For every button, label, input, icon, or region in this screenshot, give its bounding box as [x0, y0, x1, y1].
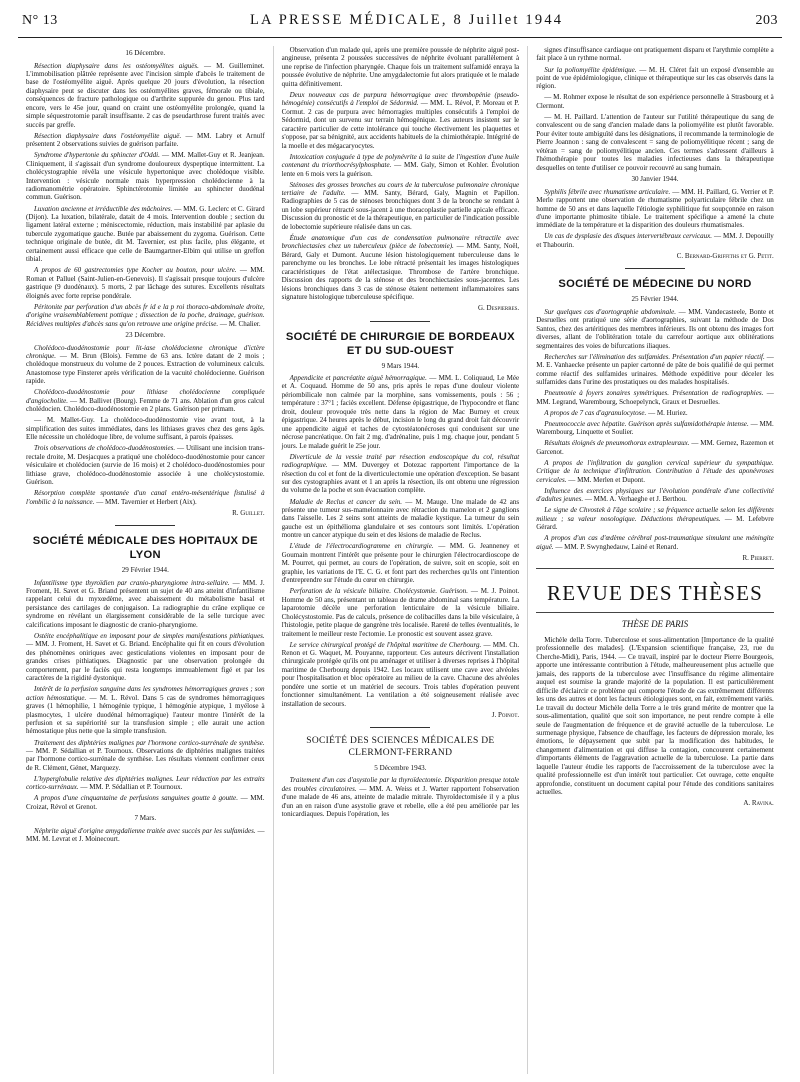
- reporter-signature: R. Guillet.: [232, 508, 265, 517]
- communication-body: — MM. Tavernier et Herbert (Aix).: [94, 497, 197, 506]
- communication-entry: [536, 232, 774, 249]
- communication-title: A propos de 7 cas d'agranulocytose.: [544, 408, 647, 417]
- communication-title: A propos de 60 gastrectomies type Kocher au bouton, pour ulcère.: [34, 266, 237, 275]
- communication-title: Recherches sur l'élimination des sulfamides. Présentation d'un papier réactif.: [544, 352, 765, 361]
- communication-body: — MM. L. Révol, P. Moreau et P. Cormut. 2 cas de purpura avec hémorragies multiples consécutifs à l'emploi de Sédormid, dont un survenu sur terrain hémogénique. Les auteurs insistent sur le caractère particulier de cette intolérance qui touche électivement les plaquettes et s'oppose, par sa bénignité, aux accidents habituels de la chimiothérapie. Intégrité de la moelle et des mégacaryocytes.: [281, 99, 520, 150]
- communication-title: Le service chirurgical protégé de l'hôpital maritime de Cherbourg.: [289, 640, 482, 649]
- communication-title: Un cas de dysplasie des disques intervertébraux cervicaux.: [544, 232, 713, 241]
- reviewer-signature: A. Ravina.: [743, 799, 774, 808]
- communications-list: [282, 374, 520, 708]
- session-date: 25 Février 1944.: [631, 295, 679, 304]
- communication-body: — MM. P. Sédallian et P. Tournoux.: [78, 783, 183, 792]
- communication-title: Syphilis fébrile avec rhumatisme articulaire.: [544, 187, 671, 196]
- communication-entry: [536, 420, 774, 437]
- communication-entry: [536, 459, 774, 484]
- communication-title: Le signe de Chvostek à l'âge scolaire ; sa fréquence actuelle selon les différents milieux ; sa valeur nosologique. Déductions thérapeutiques.: [536, 506, 774, 523]
- communication-body: — M. Brun (Blois). Femme de 63 ans. Ictère datant de 2 mois ; cholédoque monstrueux du volume de 2 pouces. Extraction de volumineux calculs. Anastomose type Finsterer après vérification de la vacuité cholédocienne. Guérison rapide.: [26, 352, 265, 386]
- communication-title: Pneumococcie avec hépatite. Guérison après sulfamidothérapie intense.: [544, 419, 749, 428]
- communication-body: — M. E. Vanhaecke présente un papier cartonné de pâte de bois qualifié de qui permet comme réactif des sulfamides urinaires. Méthode expéditive pour déceler les sulfamides dans l'urine des prostatiques ou des malades hospitalisés.: [536, 352, 774, 387]
- communication-body: — MM. Santy, Noël, Bérard, Galy et Dumont. Aucune lésion histologiquement tuberculeuse dans le parenchyme ou les bronches. Le lobe rétracté présentait les images histologiques caractéristiques de l'état atélectasique. Thrombose de l'artère bronchique. Discussion des rapports de la sténose et des bronchiectasies sous-jacentes. Les lésions bronchiques dans 3 cas de sténose étaient nettement inflammatoires sans signature histologique tuberculeuse spécifique.: [281, 242, 520, 302]
- communication-entry: [282, 776, 520, 818]
- communication-body: — MM. J. Froment, H. Savet et G. Briand. Encéphalite qui fit en cours d'évolution des phénomènes oniriques avec gesticulations violentes en imposant pour de grandes crises pithiatiques. Diagnostic par une observation prolongée du comportement, par le faciès qui resta longtemps immuablement figé et par les caractères de la rigidité dystonique.: [26, 640, 265, 683]
- communication-body: — MM. G. Jeanneney et Goumain montrent l'intérêt que présente pour le chirurgien l'électrocardioscope de M. Pourret, qui permet, au cours de l'opération, de suivre, soit en scopie, soit en graphie, les variations de l'E. C. G. et font part des recherches qu'ils ont l'intention d'entreprendre sur l'étude du cœur en chirurgie.: [281, 542, 520, 585]
- communication-entry: [26, 151, 265, 202]
- communication-title: Résultats éloignés de pneumothorax extrapleuraux.: [544, 439, 690, 448]
- issue-number: N° 13: [22, 13, 58, 28]
- section-divider: [370, 321, 430, 322]
- communication-entry: [536, 46, 774, 63]
- communication-title: Sur quelques cas d'aortographie abdominale.: [544, 307, 677, 316]
- communication-entry: [536, 409, 774, 417]
- communication-title: Résorption complète spontanée d'un canal entéro-mésentérique fistulisé à l'ombilic à la naissance.: [26, 489, 265, 506]
- communication-entry: [536, 308, 774, 350]
- communication-title: Cholédoco-duodénostomie pour lit-iase cholédocienne chronique d'ictère chronique.: [26, 343, 265, 361]
- communication-entry: [282, 91, 520, 150]
- section-divider: [370, 727, 430, 728]
- communication-body: — MM. Mallet-Guy et R. Jeanjean. Cliniquement, il s'agissait d'un syndrome douloureux dyspeptique intermittent. La cholécystographie révèla une vésicule hypertonique avec cholédoque visible. Intervention : vésicule normale mais hyperpression cholédocienne à la radiomanométrie opératoire. Sphinctérotomie limitée au sphincter duodénal commun. Guérison.: [26, 151, 265, 202]
- communication-body: — M. Rohmer expose le résultat de son expérience personnelle à Strasbourg et à Clermont.: [536, 93, 774, 110]
- communication-title: L'étude de l'électrocardiogramme en chirurgie.: [289, 542, 434, 551]
- communication-title: Deux nouveaux cas de purpura hémorragique avec thrombopénie (pseudo-hémogénie) consécutifs à l'emploi de Sédormid.: [281, 90, 520, 108]
- communication-body: — MM. Merlen et Dupont.: [566, 475, 646, 484]
- communication-entry: [26, 827, 265, 844]
- communication-body: — M. Mallet-Guy. La cholédoco-duodénostomie vise avant tout, à la simplification des suites immédiates, dans les lithiases graves chez des gens âgés. Elle nécessite un cholédoque libre, de volume suffisant, à parois épaisses.: [26, 416, 265, 442]
- communication-entry: [536, 113, 774, 172]
- session-date: 30 Janvier 1944.: [631, 175, 679, 184]
- communication-title: Péritonite par perforation d'un abcès fr id e la p roi thoraco-abdominale droite, d'origine vraisemblablement pottique ; dissection de la poche, drainage, guérison. Récidives multiples d'abcès sans qu'on retrouve une origine précise.: [26, 302, 265, 328]
- communication-title: A propos d'une cinquantaine de perfusions sanguines goutte à goutte.: [34, 794, 238, 803]
- communication-entry: [536, 534, 774, 551]
- review-heading: REVUE DES THÈSES: [546, 580, 763, 605]
- communications-list: [26, 344, 265, 507]
- communication-title: Infantilisme type thyroïdien par cranio-pharyngiome intra-sellaire.: [34, 578, 230, 587]
- society-heading: SOCIÉTÉ MÉDICALE DES HOPITAUX DE LYON: [32, 535, 258, 562]
- communication-body: — M. Ballivet (Bourg). Femme de 71 ans. Ablation d'un gros calcul cholédocien. Cholédoco-duodénostomie en 2 plans. Guérison per primam.: [26, 396, 265, 414]
- communication-entry: [26, 266, 265, 300]
- communication-entry: [26, 685, 265, 736]
- communication-title: Traitement des diphtéries malignes par l'hormone cortico-surrénale de synthèse.: [34, 738, 265, 747]
- communication-entry: [26, 579, 265, 630]
- session-date: 16 Décembre.: [125, 49, 166, 57]
- communication-title: L'hyperglobulie relative des diphtéries malignes. Leur réduction par les extraits cortico-surrénaux.: [26, 774, 265, 792]
- communication-entry: [282, 46, 520, 88]
- communication-body: — MM. J. Froment, H. Savet et G. Briand présentent un sujet de 40 ans atteint d'infantilisme rappelant celui du myxœdème, avec abaissement du métabolisme basal et persistance des cartilages de conjugaison. La radiographie du crâne explique ce syndrome en révélant un élargissement considérable de la selle turcique avec calcifications imposant le diagnostic de cranio-pharyngiome.: [26, 578, 265, 629]
- communication-entry: [282, 498, 520, 540]
- communication-entry: [536, 636, 774, 797]
- session-date: 23 Décembre.: [125, 331, 166, 340]
- communication-entry: [282, 181, 520, 232]
- communication-title: Étude anatomique d'un cas de condensation pulmonaire rétractile avec bronchiectasies chez un tuberculeux (pièce de lobectomie).: [281, 233, 520, 251]
- communication-entry: [536, 487, 774, 504]
- journal-title: LA PRESSE MÉDICALE, 8 Juillet 1944: [249, 12, 564, 28]
- communication-title: Ostéite encéphalitique en imposant pour de simples manifestations pithiatiques.: [34, 631, 265, 640]
- communication-title: Intoxication conjuguée à type de polynévrite à la suite de l'ingestion d'une huile contenant du triorthocrésylphosphate.: [281, 152, 520, 170]
- communication-entry: [26, 303, 265, 328]
- column-middle: [273, 46, 528, 1074]
- communication-body: Observation d'un malade qui, après une première poussée de néphrite aiguë post-angineuse, présenta 2 poussées successives de néphrite évoluant parallèlement à une reprise de l'infection pharyngée. Chaque fois un traitement sulfamidé enraya la poussée évolutive de néphrite. Une amygdalectomie fut alors pratiquée et le malade quitta définitivement.: [281, 46, 520, 88]
- section-divider: [536, 612, 774, 613]
- communication-body: signes d'insuffisance cardiaque ont pratiquement disparu et l'arythmie complète a fait place à un rythme normal.: [536, 46, 774, 63]
- communication-title: Perforation de la vésicule biliaire. Cholécystomie. Guérison.: [289, 587, 468, 596]
- reporter-signature: G. Despierres.: [477, 304, 520, 313]
- communications-list: [26, 62, 265, 329]
- communication-entry: [536, 188, 774, 230]
- communication-entry: [26, 794, 265, 811]
- communication-body: — MM. Vandecasteele, Bonte et Desruelles ont pratiqué une série d'aortographies, suivant la méthode de Dos Santos, chez des artéritiques des membres inférieurs. Ils ont obtenu des images fort diverses, allant de l'oblitération totale du carrefour aortique aux oblitérations segmentaires des voies de bifurcations iliaques.: [536, 307, 774, 350]
- communication-entry: [26, 416, 265, 441]
- communication-body: — MM. A. Verhaeghe et J. Berthou.: [583, 495, 687, 504]
- communication-body: — MM. G. Leclerc et C. Girard (Dijon). La luxation, bilatérale, datait de 4 mois. Intervention double ; section du ligament latéral externe ; méniscectomie, réduction, mais instabilité par aplasie du tubercule zygomatique gauche. Butée par abaissement du zygoma. Guérison. Cette technique originale de butée, dit M. Tavernier, est plus facile, plus élégante, et certainement aussi efficace que celle de Baumgartner-Elbim qui utilise un greffon tibial.: [26, 204, 265, 264]
- communication-body: — M. L. Révol. Dans 5 cas de syndromes hémorragiques graves (1 hémophilie, 1 hémogénie typique, 1 hémogénie atypique, 1 myélose à plasmocytes, 1 ulcère duodénal hémorragique) l'auteur montre l'intérêt de la perfusion et sa supériorité sur la transfusion simple ; elle aurait une action hémostatique plus nette que la simple transfusion.: [26, 693, 265, 736]
- communications-list: [26, 579, 265, 812]
- communication-entry: [26, 388, 265, 413]
- communication-title: A propos de l'infiltration du ganglion cervical supérieur du sympathique. Critique de la technique d'infiltration. Contribution à l'étude des aponévroses cervicales.: [536, 458, 774, 484]
- society-heading: SOCIÉTÉ DE CHIRURGIE DE BORDEAUX ET DU SUD-OUEST: [285, 330, 515, 357]
- communication-title: Diverticule de la vessie traité par résection endoscopique du col, résultat radiographique.: [281, 452, 520, 470]
- communication-entry: [282, 374, 520, 450]
- communication-title: Intérêt de la perfusion sanguine dans les syndromes hémorragiques graves ; son action hémostatique.: [26, 685, 265, 702]
- communication-body: — M. Huriez.: [646, 408, 688, 417]
- communication-body: — MM. Croizat, Révol et Grenot.: [26, 794, 265, 811]
- communication-body: — MM. P. Sédallian et P. Tournoux. Observations de diphtéries malignes traitées par l'hormone cortico-surrénale de synthèse. Les résultats viennent confirmer ceux de R. Clément, Génet, Marquezy.: [26, 746, 265, 772]
- text-columns: [18, 38, 782, 1074]
- communications-list: [536, 636, 774, 797]
- communication-entry: [282, 234, 520, 302]
- communication-title: Syndrome d'hypertonie du sphincter d'Oddi.: [34, 151, 160, 160]
- reporter-signature: J. Poinot.: [491, 710, 520, 719]
- communication-body: — MM. Roman et Palluel (Saint-Julien-en-Genevois). Il s'agissait presque toujours d'ulcère gastrique (9 duodénaux). 5 morts, 2 par lâchage des sutures. Excellents résultats éloignés avec forte reprise pondérale.: [26, 266, 265, 300]
- communication-entry: [26, 344, 265, 386]
- communication-entry: [536, 353, 774, 387]
- communications-list: [282, 46, 520, 302]
- review-subheading: THÈSE DE PARIS: [621, 619, 689, 630]
- communication-body: — MM. A. Weiss et J. Warter rapportent l'observation d'une malade de 46 ans, atteinte de maladie mitrale. Thyroïdectomisée il y a plus d'un an en raison d'une asystolie grave et rebelle, elle a été peu améliorée par les tonicardiaques. Depuis l'opération, les: [281, 784, 520, 819]
- section-divider: [115, 525, 175, 526]
- communication-entry: [536, 389, 774, 406]
- communications-list: [536, 46, 774, 172]
- communication-body: — MM. M. Levrat et J. Moinecourt.: [26, 826, 265, 844]
- communication-entry: [26, 444, 265, 486]
- communication-title: A propos d'un cas d'œdème cérébral post-traumatique simulant une méningite aiguë.: [536, 534, 774, 551]
- communication-body: — M. J. Poinot. Homme de 50 ans, présentant un tableau de drame abdominal sans température. La laparotomie décèle une perforation lenticulaire de la vésicule biliaire. Cholécystostomie. Pas de calculs, présence de colibacilles dans la bile vésiculaire, à l'histologie, petite plaque de gangrène très localisée. Rareté de telles éventualités, le traitement le meilleur reste l'ectomie. Le pronostic est souvent assez grave.: [281, 587, 520, 638]
- society-heading: SOCIÉTÉ DE MÉDECINE DU NORD: [558, 278, 752, 291]
- communication-body: — MM. Ch. Renon et G. Waquet, M. Pouyanne, rapporteur. Ces auteurs décrivent l'installation chirurgicale protégée qu'ils ont pu aménager et utiliser à diverses reprises à l'hôpital maritime de Cherbourg depuis 1942. Les locaux utilisent une cave avec alvéoles pour l'hospitalisation et bloc opératoire au milieu de la cave. Chacune des alvéoles pondère une sortie et un matériel de secours. Trois tables d'opération peuvent fonctionner simultanément. La ventilation a été soigneusement réalisée avec installation de secours.: [281, 640, 520, 708]
- communication-body: — M. Guilleminet. L'immobilisation plâtrée représente avec l'incision simple d'abcès le traitement de base de l'ostéomyélite aiguë. Après quelque 20 jours d'évolution, la résection diaphysaire peut se discuter dans les ostéomyélites graves, fémorale ou tibiale, conséquences de fracture pathologique ou d'arthrite suppurée du genou. Plus tard encore, vers le 45e jour, quand on craint une ostéomyélite prolongée, quand la simple séquestrotomie paraît insuffisante. 2 cas de pseudarthrose furent traités avec succès par greffe.: [26, 61, 265, 129]
- communication-body: — MM. H. Paillard, G. Verrier et P. Merle rapportent une observation de rhumatisme polyarticulaire fébrile chez un homme de 50 ans et dans laquelle l'étiologie syphilitique fut soupçonnée en raison d'une importante phimosite tibiale. Le traitement spécifique a amené la chute immédiate de la température et la disparition des douleurs rhumatismales.: [536, 187, 774, 230]
- communication-entry: [26, 205, 265, 264]
- communication-entry: [536, 93, 774, 110]
- column-right: [527, 46, 782, 1074]
- communication-title: Sur la poliomyélite épidémique.: [544, 65, 637, 74]
- communication-title: Résection diaphysaire dans les ostéomyélites aiguës.: [34, 61, 199, 70]
- communication-body: — MM. P. Swynghedauw, Lainé et Renard.: [553, 542, 679, 551]
- communication-body: — MM. Labry et Arnulf présentent 2 observations suivies de guérison parfaite.: [26, 131, 265, 149]
- communication-title: Néphrite aiguë d'origine amygdalienne traitée avec succès par les sulfamides.: [34, 826, 256, 835]
- communications-list: [26, 827, 265, 844]
- communication-entry: [26, 132, 265, 149]
- communication-title: Pneumonie à foyers zonaires symétriques. Présentation de radiographies.: [544, 389, 764, 398]
- communication-body: — M. Lefebvre Gérard.: [536, 514, 774, 532]
- reporter-signature: R. Pierret.: [742, 553, 774, 562]
- session-date: 29 Février 1944.: [121, 566, 169, 575]
- communication-title: Luxation ancienne et irréductible des mâchoires.: [34, 204, 173, 213]
- communication-body: — MM. Warembourg, Linquette et Soulier.: [536, 419, 774, 437]
- communication-entry: [282, 641, 520, 709]
- communication-body: — MM. Duvergey et Dotezac rapportent l'importance de la résection du col et font de la diverticulectomie une opération d'exception. Se basant sur des cystographies avant et 1 an après la résection, ils ont obtenu une régression du volume de la poche et son évacuation complète.: [281, 461, 520, 495]
- communication-body: Michèle della Torre. Tuberculose et sous-alimentation [Importance de la qualité professionnelle des malades]. (L'Expansion scientifique française, 23, rue du Cherche-Midi), Paris, 1944. — Ce travail, inspiré par le docteur Pierre Bourgeois, apporte une intéressante contribution à l'étude, malheureusement plus actuelle que jamais, des rapports de la tuberculose avec l'insuffisance du régime alimentaire auquel est soumise la grande majorité de la population. Il est particulièrement difficile d'éclaircir ce problème qui comporte l'étude de cas extrêmement différents les uns des autres et dont les facteurs étiologiques sont, en fait, extrêmement variés. Le travail du docteur Michèle della Torre a le très grand mérite de montrer que la sous-alimentation, qualité que soit son importance, ne peut rendre compte à elle seule de l'augmentation de fréquence et de gravité actuelle de la tuberculose. Le surmenage physique, l'absence de chauffage, les facteurs de dépression morale, les émotions, le dépaysement que subit par la modification des habitudes, le changement d'alimentation et qui diffuse la contagion, concourent certainement d'importants éléments de l'aggravation actuelle de la tuberculose. La partie dans laquelle l'auteur étudie les rapports de l'accroissement de la tuberculose avec la qualité professionnelle est d'un intérêt tout particulier. Cet ouvrage, cette enquête approfondie, constituent un document capital pour l'étude des conditions sanitaires actuelles.: [536, 635, 774, 797]
- communication-body: — MM. J. Depouilly et Thabourin.: [536, 232, 774, 249]
- communication-body: — MM. Legrand, Warembourg, Schoepelynck, Graux et Desruelles.: [536, 389, 774, 406]
- communication-entry: [536, 506, 774, 531]
- session-date: 5 Décembre 1943.: [374, 763, 427, 772]
- masthead: [18, 12, 782, 38]
- society-heading: SOCIÉTÉ DES SCIENCES MÉDICALES DE CLERMONT-FERRAND: [306, 736, 495, 759]
- communication-title: Influence des exercices physiques sur l'évolution pondérale d'une collectivité d'adultes jeunes.: [536, 486, 774, 504]
- communications-list: [282, 776, 520, 818]
- session-date: 9 Mars 1944.: [381, 361, 420, 370]
- communication-body: — M. H. Paillard. L'attention de l'auteur sur l'utilité thérapeutique du sang de convalescent ou de sang d'ancien malade dans la poliomyélite est plutôt favorable. Pour éviter toute ambiguïté dans les désignations, il recommande la terminologie de Pierre Joannon : sang de convalescent = sang de poliomyélitique récent ; sang de vétéran = sang de poliomyélitique ancien. Ces termes s'adressent d'ailleurs à l'hémothérapie pour toutes les maladies infectieuses dans la thérapeutique desquelles on tente d'utiliser ce pouvoir recouvré au sang humain.: [536, 112, 774, 172]
- communication-entry: [536, 439, 774, 456]
- communication-body: — MM. Galy, Simon et Kohler. Évolution lente en 6 mois vers la guérison.: [281, 161, 520, 178]
- communication-entry: [282, 453, 520, 495]
- communication-body: — M. Mauge. Une malade de 42 ans présente une tumeur sus-mamelonnaire avec rétraction du mamelon et 2 ganglions dans l'aisselle. Les 2 seins sont atteints de maladie kystique. La tumeur du sein gauche est un épithélioma glandulaire et ses contours sont limités. L'opération montre un cancer atypique du sein et des lésions de maladie de Reclus.: [281, 497, 520, 540]
- communication-entry: [26, 489, 265, 506]
- communication-body: — MM. Gernez, Razemon et Garcenot.: [536, 439, 774, 456]
- communication-entry: [282, 153, 520, 178]
- reporter-signature: C. Bernard-Griffiths et G. Petit.: [676, 251, 774, 260]
- communication-entry: [282, 587, 520, 638]
- section-divider: [625, 268, 685, 269]
- communications-list: [536, 188, 774, 250]
- communication-title: Trois observations de cholédoco-duodénostomies.: [34, 444, 176, 453]
- communications-list: [536, 308, 774, 551]
- communication-entry: [26, 775, 265, 792]
- communication-body: — M. Chalier.: [218, 319, 261, 328]
- communication-body: — MM. Santy, Bérard, Galy, Magnin et Papillon. Radiographies de 5 cas de sténoses bronchiques dont 3 de la bronche se rendant à un lobe supérieur rétracté sous-jacent à une thoracoplastie partielle apicale efficace. Discussion du pronostic et de la thérapeutique, en particulier de l'indication possible de lobectomie supérieure réalisée dans un cas.: [281, 189, 520, 231]
- page-number: 203: [755, 13, 778, 28]
- communication-entry: [26, 632, 265, 683]
- session-date: 7 Mars.: [134, 814, 157, 823]
- column-left: [18, 46, 273, 1074]
- communication-title: Maladie de Reclus et cancer du sein.: [289, 497, 403, 506]
- communication-body: — M. H. Cléret fait un exposé d'ensemble au point de vue épidémiologique, clinique et thérapeutique sur les cas observés dans la région.: [536, 65, 774, 91]
- communication-entry: [536, 66, 774, 91]
- communication-entry: [26, 739, 265, 773]
- communication-title: Cholédoco-duodénostomie pour lithiase cholédocienne compliquée d'angiocholite.: [26, 388, 265, 405]
- section-divider: [536, 568, 774, 569]
- communication-entry: [26, 62, 265, 130]
- communication-body: — MM. L. Coliquaud, Le Mée et A. Coquaud. Homme de 50 ans, pris après le repas d'une douleur violente périombilicale non calmée par la morphine, sans vomissements, pouls : 56 ; température : 37°1 ; faciès excellent. Défense épigastrique, de l'hypocondre et flanc droit, douleur provoquée très nette dans la région de Mac Burney et creux épigastrique. 24 heures après le début, incision le long du grand droit fait découvrir une appendicite aiguë et taches de cytostéatonécroses qui conduisent sur une nécrose pancréatique. On fait 2 mg. d'adrénaline, puis 1 mg. chaque jour, pendant 5 jours. Le malade guérit le 25e jour.: [281, 374, 520, 450]
- communication-title: Résection diaphysaire dans l'ostéomyélite aiguë.: [34, 131, 182, 140]
- communication-title: Appendicite et pancréatite aiguë hémorragique.: [289, 374, 427, 382]
- communication-entry: [282, 542, 520, 584]
- communication-body: — Utilisant une incision trans-rectale droite, M. Desjacques a pratiqué une cholédoco-duodénostomie pour cancer vésiculaire et cholédocien (survie de 16 mois) et 2 cholédoco-duodénostomies pour lithiase grave, cholédoco-duodénostomie associée à une cholécystostomie. Guérison.: [26, 444, 265, 487]
- communication-title: Sténoses des grosses bronches au cours de la tuberculose pulmonaire chronique tertiaire de l'adulte.: [281, 180, 520, 198]
- communication-title: Traitement d'un cas d'asystolie par la thyroïdectomie. Disparition presque totale des troubles circulatoires.: [281, 776, 520, 793]
